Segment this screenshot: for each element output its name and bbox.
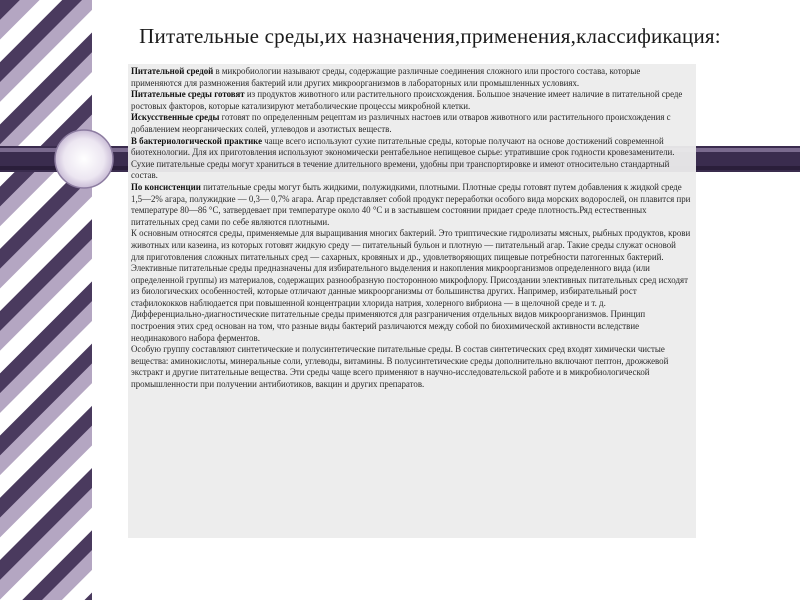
text-content xyxy=(131,66,691,596)
paragraph xyxy=(131,344,691,390)
paragraph-text: питательные среды могут быть жидкими, полужидкими, плотными. Плотные среды готовят путем добавления к жидкой среде 1,5—2% агара, полужидкие — 0,3— 0,7% агара. Агар представляет собой продукт переработки особого вида морских водорослей, он плавится при температуре 80—86 °С, затвердевает при температуре около 40 °С и в застывшем состоянии придает среде плотность.Ряд естественных питательных сред сами по себе являются плотными. xyxy=(131,181,691,227)
paragraph-lead: В бактериологической практике xyxy=(131,135,263,146)
paragraph xyxy=(131,182,691,228)
paragraph-lead: По консистенции xyxy=(131,181,201,192)
paragraph xyxy=(131,263,691,309)
paragraph-lead: Искусственные среды xyxy=(131,112,220,123)
paragraph-text: Дифференциально-диагностические питательные среды применяются для разграничения отдельных видов микроорганизмов. Принцип построения этих сред основан на том, что разные виды бактерий различаются между собой по биохимической активности вследствие неодинакового набора ферментов. xyxy=(131,309,646,343)
paragraph xyxy=(131,136,691,182)
paragraph-text: Особую группу составляют синтетические и полусинтетические питательные среды. В состав синтетических сред входят химически чистые вещества: аминокислоты, минеральные соли, углеводы, витамины. В полусинтетические среды дополнительно включают пептон, дрожжевой экстракт и другие питательные вещества. Эти среды чаще всего применяют в научно-исследовательской работе и в микробиологической промышленности при получении антибиотиков, вакцин и других препаратов. xyxy=(131,344,669,390)
slide-title: Питательные среды,их назначения,применения,классификация: xyxy=(139,24,721,48)
left-stripe-column xyxy=(0,0,92,600)
paragraph-text: К основным относятся среды, применяемые для выращивания многих бактерий. Это триптические гидролизаты мясных, рыбных продуктов, крови животных или казеина, из которых готовят жидкую среду — питательный бульон и плотную — питательный агар. Такие среды служат основой для приготовления сложных питательных сред — сахарных, кровяных и др., удовлетворяющих пищевые потребности патогенных бактерий. xyxy=(131,228,691,262)
paragraph-text: в микробиологии называют среды, содержащие различные соединения сложного или простого состава, которые применяются для размножения бактерий или других микроорганизмов в лабораторных или промышленных условиях. xyxy=(131,66,641,88)
paragraph-text: Элективные питательные среды предназначены для избирательного выделения и накопления микроорганизмов определенного вида (или определенной группы) из материалов, содержащих разнообразную посторонною микрофлору. Присоздании элективных питательных сред исходят из биологических особенностей, которые отличают данные микроорганизмы от большинства других. Например, избирательный рост стафилококков наблюдается при повышенной концентрации хлорида натрия, холерного вибриона — в щелочной среде и т. д. xyxy=(131,263,688,308)
paragraph-lead: Питательной средой xyxy=(131,66,214,76)
paragraph-text: из продуктов животного или растительного происхождения. Большое значение имеет наличие в питательной среде ростовых факторов, которые катализируют метаболические процессы микробной клетки. xyxy=(131,89,683,111)
decorative-disk xyxy=(55,130,113,188)
paragraph xyxy=(131,89,691,112)
paragraph xyxy=(131,112,691,135)
paragraph-lead: Питательные среды готовят xyxy=(131,89,245,100)
paragraph xyxy=(131,66,691,89)
paragraph-text: чаще всего используют сухие питательные среды, которые получают на основе достижений современной биотехнологии. Для их приготовления используют экономически рентабельное непищевое сырье: утратившие срок годности кровезаменители. Сухие питательные среды могут храниться в течение длительного времени, удобны при транспортировке и имеют относительно стандартный состав. xyxy=(131,135,675,181)
paragraph-text: готовят по определенным рецептам из различных настоев или отваров животного или растительного происхождения с добавлением неорганических солей, углеводов и азотистых веществ. xyxy=(131,112,671,134)
paragraph xyxy=(131,309,691,344)
paragraph xyxy=(131,228,691,263)
